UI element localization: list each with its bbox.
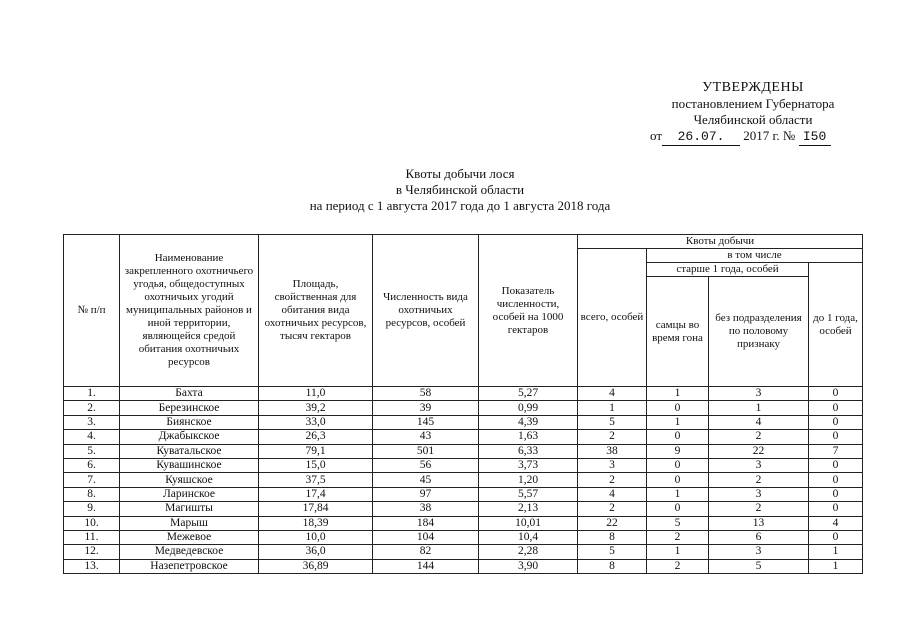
approval-date: 26.07. <box>662 129 740 146</box>
approval-block <box>648 80 858 146</box>
row-total: 4 <box>578 487 647 501</box>
row-total: 1 <box>578 401 647 415</box>
row-total: 22 <box>578 516 647 530</box>
row-number: 12. <box>64 545 120 559</box>
table-row <box>64 516 863 530</box>
row-density: 10,4 <box>479 530 578 544</box>
row-males: 2 <box>647 530 709 544</box>
row-density: 5,27 <box>479 387 578 401</box>
row-males: 0 <box>647 502 709 516</box>
row-area: 10,0 <box>259 530 373 544</box>
approval-line-2: Челябинской области <box>693 112 813 127</box>
row-young: 0 <box>809 487 863 501</box>
table-row <box>64 530 863 544</box>
row-nosex: 6 <box>709 530 809 544</box>
row-count: 38 <box>373 502 479 516</box>
row-name: Ларинское <box>120 487 259 501</box>
row-young: 1 <box>809 545 863 559</box>
row-total: 5 <box>578 545 647 559</box>
row-total: 8 <box>578 559 647 573</box>
row-density: 1,63 <box>479 430 578 444</box>
header-quotas: Квоты добычи <box>578 235 863 249</box>
row-name: Магишты <box>120 502 259 516</box>
row-males: 0 <box>647 473 709 487</box>
table-row <box>64 444 863 458</box>
row-area: 17,84 <box>259 502 373 516</box>
row-males: 0 <box>647 401 709 415</box>
header-males: самцы во время гона <box>647 277 709 387</box>
row-name: Куяшское <box>120 473 259 487</box>
header-count: Численность вида охотничьих ресурсов, особей <box>373 235 479 387</box>
table-row <box>64 545 863 559</box>
row-young: 0 <box>809 530 863 544</box>
row-total: 4 <box>578 387 647 401</box>
row-name: Бахта <box>120 387 259 401</box>
row-density: 1,20 <box>479 473 578 487</box>
row-nosex: 22 <box>709 444 809 458</box>
table-row <box>64 415 863 429</box>
row-density: 2,13 <box>479 502 578 516</box>
row-area: 37,5 <box>259 473 373 487</box>
table-row <box>64 430 863 444</box>
row-total: 3 <box>578 458 647 472</box>
row-density: 5,57 <box>479 487 578 501</box>
table-row <box>64 458 863 472</box>
row-young: 0 <box>809 502 863 516</box>
row-number: 13. <box>64 559 120 573</box>
row-males: 2 <box>647 559 709 573</box>
document-title <box>280 166 640 214</box>
row-count: 43 <box>373 430 479 444</box>
row-total: 2 <box>578 430 647 444</box>
approval-date-line <box>648 128 858 146</box>
row-area: 39,2 <box>259 401 373 415</box>
row-density: 6,33 <box>479 444 578 458</box>
header-number: № п/п <box>64 235 120 387</box>
header-older: старше 1 года, особей <box>647 263 809 277</box>
approval-from-label: от <box>650 128 663 143</box>
header-nosex: без подразделения по половому признаку <box>709 277 809 387</box>
row-nosex: 5 <box>709 559 809 573</box>
row-nosex: 4 <box>709 415 809 429</box>
table-row <box>64 502 863 516</box>
row-density: 4,39 <box>479 415 578 429</box>
approval-heading: УТВЕРЖДЕНЫ <box>702 80 804 95</box>
title-line-2: в Челябинской области <box>395 182 525 197</box>
row-count: 97 <box>373 487 479 501</box>
row-name: Джабыкское <box>120 430 259 444</box>
row-count: 56 <box>373 458 479 472</box>
row-males: 9 <box>647 444 709 458</box>
title-line-3: на период с 1 августа 2017 года до 1 августа 2018 года <box>309 198 611 213</box>
header-name: Наименование закрепленного охотничьего угодья, общедоступных охотничьих угодий муниципальных районов и иной территории, являющейся средой обитания охотничьих ресурсов <box>120 235 259 387</box>
row-young: 1 <box>809 559 863 573</box>
row-density: 2,28 <box>479 545 578 559</box>
row-number: 10. <box>64 516 120 530</box>
row-nosex: 2 <box>709 430 809 444</box>
row-area: 17,4 <box>259 487 373 501</box>
row-density: 10,01 <box>479 516 578 530</box>
row-young: 0 <box>809 401 863 415</box>
row-name: Кувашинское <box>120 458 259 472</box>
row-count: 144 <box>373 559 479 573</box>
row-count: 184 <box>373 516 479 530</box>
table-row <box>64 559 863 573</box>
table-row <box>64 401 863 415</box>
row-count: 82 <box>373 545 479 559</box>
approval-year: 2017 г. <box>743 128 780 143</box>
row-males: 0 <box>647 430 709 444</box>
approval-number: I50 <box>799 129 831 146</box>
row-name: Назепетровское <box>120 559 259 573</box>
row-number: 7. <box>64 473 120 487</box>
row-young: 0 <box>809 430 863 444</box>
approval-line-1: постановлением Губернатора <box>671 96 835 111</box>
row-name: Биянское <box>120 415 259 429</box>
table-row <box>64 473 863 487</box>
table-row <box>64 487 863 501</box>
row-number: 6. <box>64 458 120 472</box>
header-area: Площадь, свойственная для обитания вида охотничьих ресурсов, тысяч гектаров <box>259 235 373 387</box>
row-area: 36,89 <box>259 559 373 573</box>
row-density: 3,90 <box>479 559 578 573</box>
row-density: 3,73 <box>479 458 578 472</box>
row-young: 0 <box>809 387 863 401</box>
row-total: 38 <box>578 444 647 458</box>
quota-table <box>63 234 863 574</box>
row-males: 1 <box>647 387 709 401</box>
row-nosex: 1 <box>709 401 809 415</box>
row-name: Куватальское <box>120 444 259 458</box>
row-total: 2 <box>578 502 647 516</box>
row-nosex: 13 <box>709 516 809 530</box>
header-density: Показатель численности, особей на 1000 гектаров <box>479 235 578 387</box>
row-area: 26,3 <box>259 430 373 444</box>
row-count: 145 <box>373 415 479 429</box>
row-number: 8. <box>64 487 120 501</box>
row-total: 2 <box>578 473 647 487</box>
row-area: 36,0 <box>259 545 373 559</box>
row-males: 1 <box>647 415 709 429</box>
row-young: 4 <box>809 516 863 530</box>
row-number: 3. <box>64 415 120 429</box>
row-count: 39 <box>373 401 479 415</box>
header-total: всего, особей <box>578 249 647 387</box>
row-name: Березинское <box>120 401 259 415</box>
row-number: 4. <box>64 430 120 444</box>
header-young: до 1 года, особей <box>809 263 863 387</box>
approval-number-label: № <box>782 128 796 143</box>
row-area: 18,39 <box>259 516 373 530</box>
row-total: 8 <box>578 530 647 544</box>
row-males: 1 <box>647 487 709 501</box>
row-nosex: 2 <box>709 473 809 487</box>
header-including: в том числе <box>647 249 863 263</box>
row-count: 104 <box>373 530 479 544</box>
row-males: 0 <box>647 458 709 472</box>
row-total: 5 <box>578 415 647 429</box>
row-nosex: 3 <box>709 387 809 401</box>
row-area: 79,1 <box>259 444 373 458</box>
row-count: 501 <box>373 444 479 458</box>
row-number: 2. <box>64 401 120 415</box>
row-number: 9. <box>64 502 120 516</box>
title-line-1: Квоты добычи лося <box>405 166 515 181</box>
row-number: 11. <box>64 530 120 544</box>
row-young: 7 <box>809 444 863 458</box>
row-area: 15,0 <box>259 458 373 472</box>
row-young: 0 <box>809 415 863 429</box>
row-males: 5 <box>647 516 709 530</box>
row-count: 45 <box>373 473 479 487</box>
row-area: 11,0 <box>259 387 373 401</box>
row-young: 0 <box>809 473 863 487</box>
row-nosex: 3 <box>709 487 809 501</box>
row-area: 33,0 <box>259 415 373 429</box>
row-name: Межевое <box>120 530 259 544</box>
row-males: 1 <box>647 545 709 559</box>
row-young: 0 <box>809 458 863 472</box>
row-density: 0,99 <box>479 401 578 415</box>
row-number: 1. <box>64 387 120 401</box>
row-nosex: 3 <box>709 458 809 472</box>
row-nosex: 3 <box>709 545 809 559</box>
row-count: 58 <box>373 387 479 401</box>
row-name: Марыш <box>120 516 259 530</box>
row-nosex: 2 <box>709 502 809 516</box>
table-row <box>64 387 863 401</box>
row-number: 5. <box>64 444 120 458</box>
row-name: Медведевское <box>120 545 259 559</box>
